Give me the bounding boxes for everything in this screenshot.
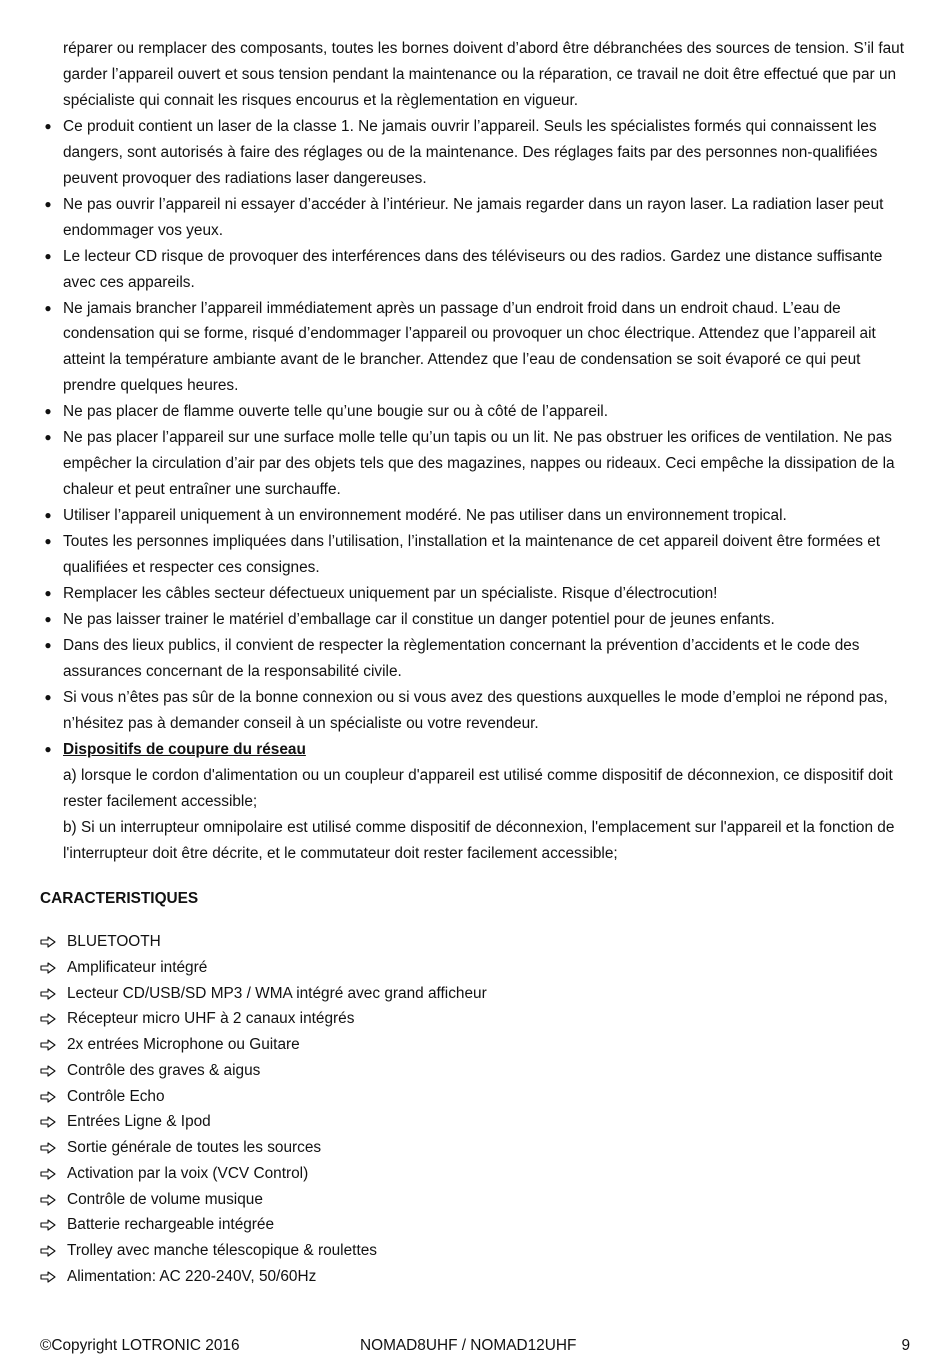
bullet-dot-icon: ● [44,196,52,211]
list-item: Activation par la voix (VCV Control) [40,1161,487,1187]
list-item: Contrôle des graves & aigus [40,1058,487,1084]
list-item: ● Remplacer les câbles secteur défectueux uniquement par un spécialiste. Risque d’électrocution! [40,581,916,607]
continuation-paragraph: réparer ou remplacer des composants, toutes les bornes doivent d’abord être débranchées des sources de tension. S’il faut garder l’appareil ouvert et sous tension pendant la maintenance ou la réparation, ce travail ne doit être effectué que par un spécialiste qui connait les risques encourus et la règlementation en vigueur. [63,40,904,109]
outline-right-arrow-icon [40,1168,56,1180]
list-item: Lecteur CD/USB/SD MP3 / WMA intégré avec grand afficheur [40,981,487,1007]
disconnect-item-b: b) Si un interrupteur omnipolaire est utilisé comme dispositif de déconnexion, l'emplacement sur l'appareil et la fonction de l'interrupteur doit être décrite, et le commutateur doit rester facilement accessible; [63,818,895,862]
outline-right-arrow-icon [40,1219,56,1231]
list-item: 2x entrées Microphone ou Guitare [40,1032,487,1058]
outline-right-arrow-icon [40,1194,56,1206]
bullet-dot-icon: ● [44,586,52,601]
list-item: ● Ne pas laisser trainer le matériel d’emballage car il constitue un danger potentiel pour de jeunes enfants. [40,607,916,633]
outline-right-arrow-icon [40,1013,56,1025]
bullet-dot-icon: ● [44,404,52,419]
list-item: Trolley avec manche télescopique & roulettes [40,1238,487,1264]
bullet-dot-icon: ● [44,689,52,704]
list-item: Alimentation: AC 220-240V, 50/60Hz [40,1264,487,1290]
outline-right-arrow-icon [40,1039,56,1051]
outline-right-arrow-icon [40,962,56,974]
outline-right-arrow-icon [40,1271,56,1283]
characteristics-heading: CARACTERISTIQUES [40,890,199,907]
list-item: ● Toutes les personnes impliquées dans l’utilisation, l’installation et la maintenance de cet appareil doivent être formées et qualifiées et respecter ces consignes. [40,529,916,581]
list-item: ● Ce produit contient un laser de la classe 1. Ne jamais ouvrir l’appareil. Seuls les spécialistes formés qui connaissent les dangers, sont autorisés à faire des réglages ou de la maintenance. Des réglages faits par des personnes non-qualifiées peuvent provoquer des radiations laser dangereuses. [40,114,916,192]
disconnect-devices-title: Dispositifs de coupure du réseau [63,740,306,758]
list-item: ● Ne pas placer l’appareil sur une surface molle telle qu’un tapis ou un lit. Ne pas obstruer les orifices de ventilation. Ne pas empêcher la circulation d’air par des objets tels que des magazines, nappes ou rideaux. Ceci empêche la dissipation de la chaleur et peut entraîner une surchauffe. [40,425,916,503]
bullet-dot-icon: ● [44,534,52,549]
disconnect-item-a: a) lorsque le cordon d'alimentation ou un coupleur d'appareil est utilisé comme dispositif de déconnexion, ce dispositif doit rester facilement accessible; [63,766,893,810]
list-item: Contrôle de volume musique [40,1187,487,1213]
list-item: ● Ne pas placer de flamme ouverte telle qu’une bougie sur ou à côté de l’appareil. [40,399,916,425]
copyright-text: ©Copyright LOTRONIC 2016 [40,1337,240,1354]
list-item: Amplificateur intégré [40,955,487,981]
disconnect-devices-item [40,737,916,867]
bullet-dot-icon: ● [44,430,52,445]
outline-right-arrow-icon [40,988,56,1000]
bullet-dot-icon: ● [44,300,52,315]
list-item: ● Ne pas ouvrir l’appareil ni essayer d’accéder à l’intérieur. Ne jamais regarder dans un rayon laser. La radiation laser peut endommager vos yeux. [40,192,916,244]
list-item: Sortie générale de toutes les sources [40,1135,487,1161]
outline-right-arrow-icon [40,936,56,948]
list-item: Entrées Ligne & Ipod [40,1109,487,1135]
page-number: 9 [901,1337,910,1354]
list-item: ● Utiliser l’appareil uniquement à un environnement modéré. Ne pas utiliser dans un environnement tropical. [40,503,916,529]
bullet-dot-icon: ● [44,741,52,756]
list-item: Récepteur micro UHF à 2 canaux intégrés [40,1006,487,1032]
list-item: Batterie rechargeable intégrée [40,1212,487,1238]
list-item: ● Si vous n’êtes pas sûr de la bonne connexion ou si vous avez des questions auxquelles le mode d’emploi ne répond pas, n’hésitez pas à demander conseil à un spécialiste ou votre revendeur. [40,685,916,737]
characteristics-list [40,929,487,1290]
bullet-dot-icon: ● [44,248,52,263]
bullet-dot-icon: ● [44,118,52,133]
outline-right-arrow-icon [40,1116,56,1128]
safety-bullet-list [40,114,916,867]
bullet-dot-icon: ● [44,637,52,652]
outline-right-arrow-icon [40,1091,56,1103]
page-footer [40,1335,910,1357]
list-item: BLUETOOTH [40,929,487,955]
list-item: ● Ne jamais brancher l’appareil immédiatement après un passage d’un endroit froid dans un endroit chaud. L’eau de condensation qui se forme, risqué d’endommager l’appareil ou provoquer un choc électrique. Attendez que l’appareil ait atteint la température ambiante avant de le brancher. Attendez que l’eau de condensation se soit évaporé ce qui peut prendre quelques heures. [40,296,916,400]
bullet-dot-icon: ● [44,508,52,523]
safety-instructions [40,36,916,867]
outline-right-arrow-icon [40,1142,56,1154]
list-item: ● Le lecteur CD risque de provoquer des interférences dans des téléviseurs ou des radios. Gardez une distance suffisante avec ces appareils. [40,244,916,296]
outline-right-arrow-icon [40,1245,56,1257]
list-item: ● Dans des lieux publics, il convient de respecter la règlementation concernant la prévention d’accidents et le code des assurances concernant de la responsabilité civile. [40,633,916,685]
bullet-dot-icon: ● [44,611,52,626]
list-item: Contrôle Echo [40,1084,487,1110]
outline-right-arrow-icon [40,1065,56,1077]
model-name: NOMAD8UHF / NOMAD12UHF [360,1337,577,1354]
